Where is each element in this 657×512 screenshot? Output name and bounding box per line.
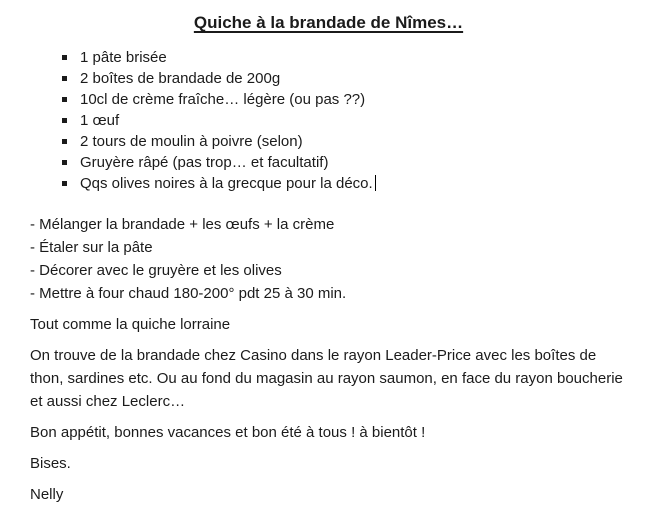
- square-bullet-icon: [62, 76, 67, 81]
- list-item: [62, 68, 657, 89]
- list-item: [62, 110, 657, 131]
- square-bullet-icon: [62, 118, 67, 123]
- list-item: [62, 131, 657, 152]
- ingredient-text: 1 pâte brisée: [80, 49, 167, 66]
- step-line: - Étaler sur la pâte: [30, 239, 153, 256]
- steps-block: [30, 213, 657, 305]
- list-item: [62, 152, 657, 173]
- ingredient-text: 2 boîtes de brandade de 200g: [80, 70, 281, 87]
- square-bullet-icon: [62, 97, 67, 102]
- square-bullet-icon: [62, 181, 67, 186]
- step-line: - Mettre à four chaud 180-200° pdt 25 à 30 min.: [30, 285, 347, 302]
- availability-paragraph: On trouve de la brandade chez Casino dans le rayon Leader-Price avec les boîtes de thon, sardines etc. Ou au fond du magasin au rayon saumon, en face du rayon boucherie et aussi chez Leclerc…: [30, 347, 623, 410]
- list-item: [62, 89, 657, 110]
- signature-paragraph: Nelly: [30, 486, 64, 503]
- list-item: [62, 173, 657, 194]
- recipe-title: [0, 12, 657, 33]
- text-cursor-caret: [375, 175, 376, 191]
- square-bullet-icon: [62, 139, 67, 144]
- square-bullet-icon: [62, 55, 67, 60]
- note-paragraph: Tout comme la quiche lorraine: [30, 316, 231, 333]
- ingredients-list: [0, 47, 657, 194]
- ingredient-text: Qqs olives noires à la grecque pour la déco.: [80, 175, 373, 192]
- list-item: [62, 47, 657, 68]
- step-line: - Mélanger la brandade + les œufs + la crème: [30, 216, 335, 233]
- step-line: - Décorer avec le gruyère et les olives: [30, 262, 282, 279]
- signoff-paragraph: Bises.: [30, 455, 71, 472]
- ingredient-text: 10cl de crème fraîche… légère (ou pas ??): [80, 91, 366, 108]
- square-bullet-icon: [62, 160, 67, 165]
- ingredient-text: 1 œuf: [80, 112, 120, 129]
- ingredient-text: 2 tours de moulin à poivre (selon): [80, 133, 303, 150]
- closing-paragraph: Bon appétit, bonnes vacances et bon été à tous ! à bientôt !: [30, 424, 426, 441]
- ingredient-text: Gruyère râpé (pas trop… et facultatif): [80, 154, 329, 171]
- recipe-title-text: Quiche à la brandade de Nîmes…: [193, 13, 464, 32]
